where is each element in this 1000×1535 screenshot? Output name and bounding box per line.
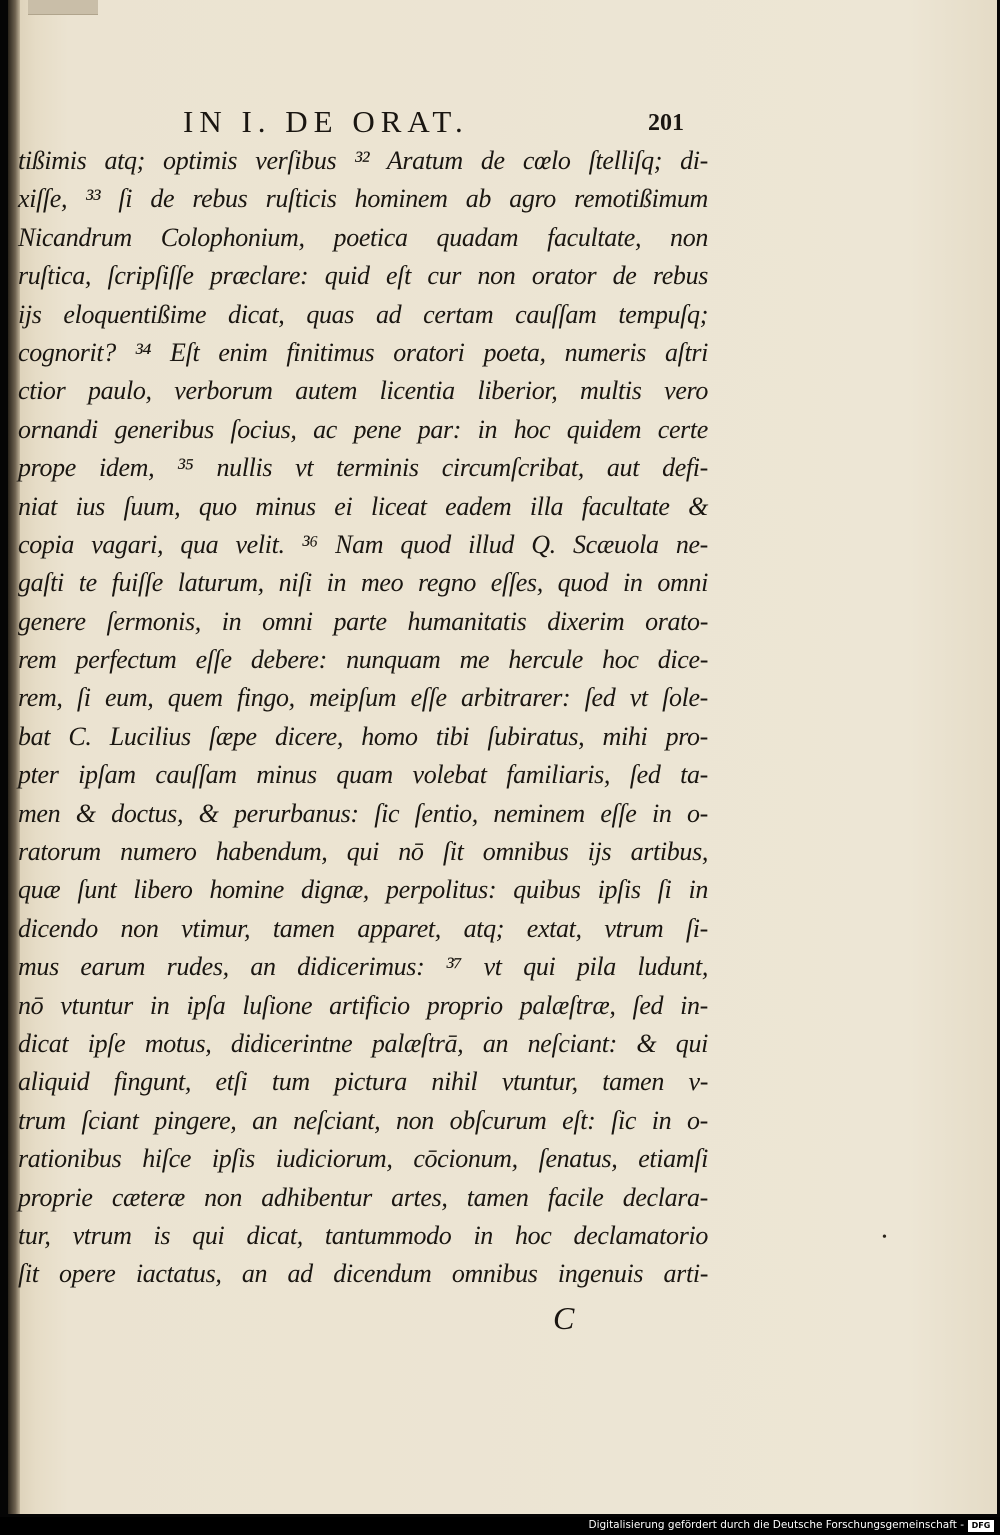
text-line: gaſti te fuiſſe laturum, niſi in meo regno eſſes, quod in omni xyxy=(18,568,708,598)
running-head xyxy=(8,104,997,144)
text-line: ratorum numero habendum, qui nō ſit omnibus ijs artibus, xyxy=(18,837,708,867)
text-line: tißimis atq; optimis verſibus ³² Aratum de cœlo ſtelliſq; di- xyxy=(18,146,708,175)
text-line: ruſtica, ſcripſiſſe præclare: quid eſt cur non orator de rebus xyxy=(18,261,708,291)
text-line: genere ſermonis, in omni parte humanitatis dixerim orato- xyxy=(18,606,708,636)
footer-bar xyxy=(0,1517,1000,1535)
funding-credit: Digitalisierung gefördert durch die Deutsche Forschungsgemeinschaft - xyxy=(588,1519,964,1531)
text-line: nō vtuntur in ipſa luſione artificio proprio palæſtræ, ſed in- xyxy=(18,990,708,1020)
text-line: cognorit? ³⁴ Eſt enim finitimus oratori poeta, numeris aſtri xyxy=(18,337,708,367)
text-line: niat ius ſuum, quo minus ei liceat eadem illa facultate & xyxy=(18,491,708,521)
text-line: ctior paulo, verborum autem licentia liberior, multis vero xyxy=(18,376,708,406)
page-number: 201 xyxy=(648,110,684,136)
text-line: prope idem, ³⁵ nullis vt terminis circumſcribat, aut defi- xyxy=(18,453,708,483)
book-page xyxy=(8,0,997,1514)
body-text xyxy=(18,142,708,1294)
running-title: IN I. DE ORAT. xyxy=(183,104,469,139)
text-line: rem, ſi eum, quem fingo, meipſum eſſe arbitrarer: ſed vt ſole- xyxy=(18,683,708,713)
text-line: copia vagari, qua velit. ³⁶ Nam quod illud Q. Scæuola ne- xyxy=(18,529,708,559)
text-line: dicat ipſe motus, didicerintne palæſtrā, an neſciant: & qui xyxy=(18,1028,708,1058)
text-line: rem perfectum eſſe debere: nunquam me hercule hoc dice- xyxy=(18,645,708,675)
text-line: ſit opere iactatus, an ad dicendum omnibus ingenuis arti- xyxy=(18,1259,708,1289)
text-line: ijs eloquentißime dicat, quas ad certam cauſſam tempuſq; xyxy=(18,299,708,329)
text-line: Nicandrum Colophonium, poetica quadam facultate, non xyxy=(18,222,708,252)
text-line: trum ſciant pingere, an neſciant, non obſcurum eſt: ſic in o- xyxy=(18,1105,708,1135)
dfg-logo: DFG xyxy=(968,1520,994,1532)
text-line: men & doctus, & perurbanus: ſic ſentio, neminem eſſe in o- xyxy=(18,798,708,828)
text-line: quæ ſunt libero homine dignæ, perpolitus: quibus ipſis ſi in xyxy=(18,875,708,905)
ink-speck: • xyxy=(882,1230,887,1245)
text-line: xiſſe, ³³ ſi de rebus ruſticis hominem ab agro remotißimum xyxy=(18,184,708,214)
text-line: rationibus hiſce ipſis iudiciorum, cōcionum, ſenatus, etiamſi xyxy=(18,1144,708,1174)
text-line: tur, vtrum is qui dicat, tantummodo in hoc declamatorio xyxy=(18,1220,708,1250)
text-line: mus earum rudes, an didicerimus: ³⁷ vt qui pila ludunt, xyxy=(18,952,708,982)
text-line: ornandi generibus ſocius, ac pene par: in hoc quidem certe xyxy=(18,414,708,444)
page-corner xyxy=(28,0,98,15)
catchword: C xyxy=(553,1300,575,1336)
text-line: pter ipſam cauſſam minus quam volebat familiaris, ſed ta- xyxy=(18,760,708,790)
text-line: proprie cæteræ non adhibentur artes, tamen facile declara- xyxy=(18,1182,708,1212)
text-line: bat C. Lucilius ſæpe dicere, homo tibi ſubiratus, mihi pro- xyxy=(18,721,708,751)
text-line: dicendo non vtimur, tamen apparet, atq; extat, vtrum ſi- xyxy=(18,913,708,943)
text-line: aliquid fingunt, etſi tum pictura nihil vtuntur, tamen v- xyxy=(18,1067,708,1097)
